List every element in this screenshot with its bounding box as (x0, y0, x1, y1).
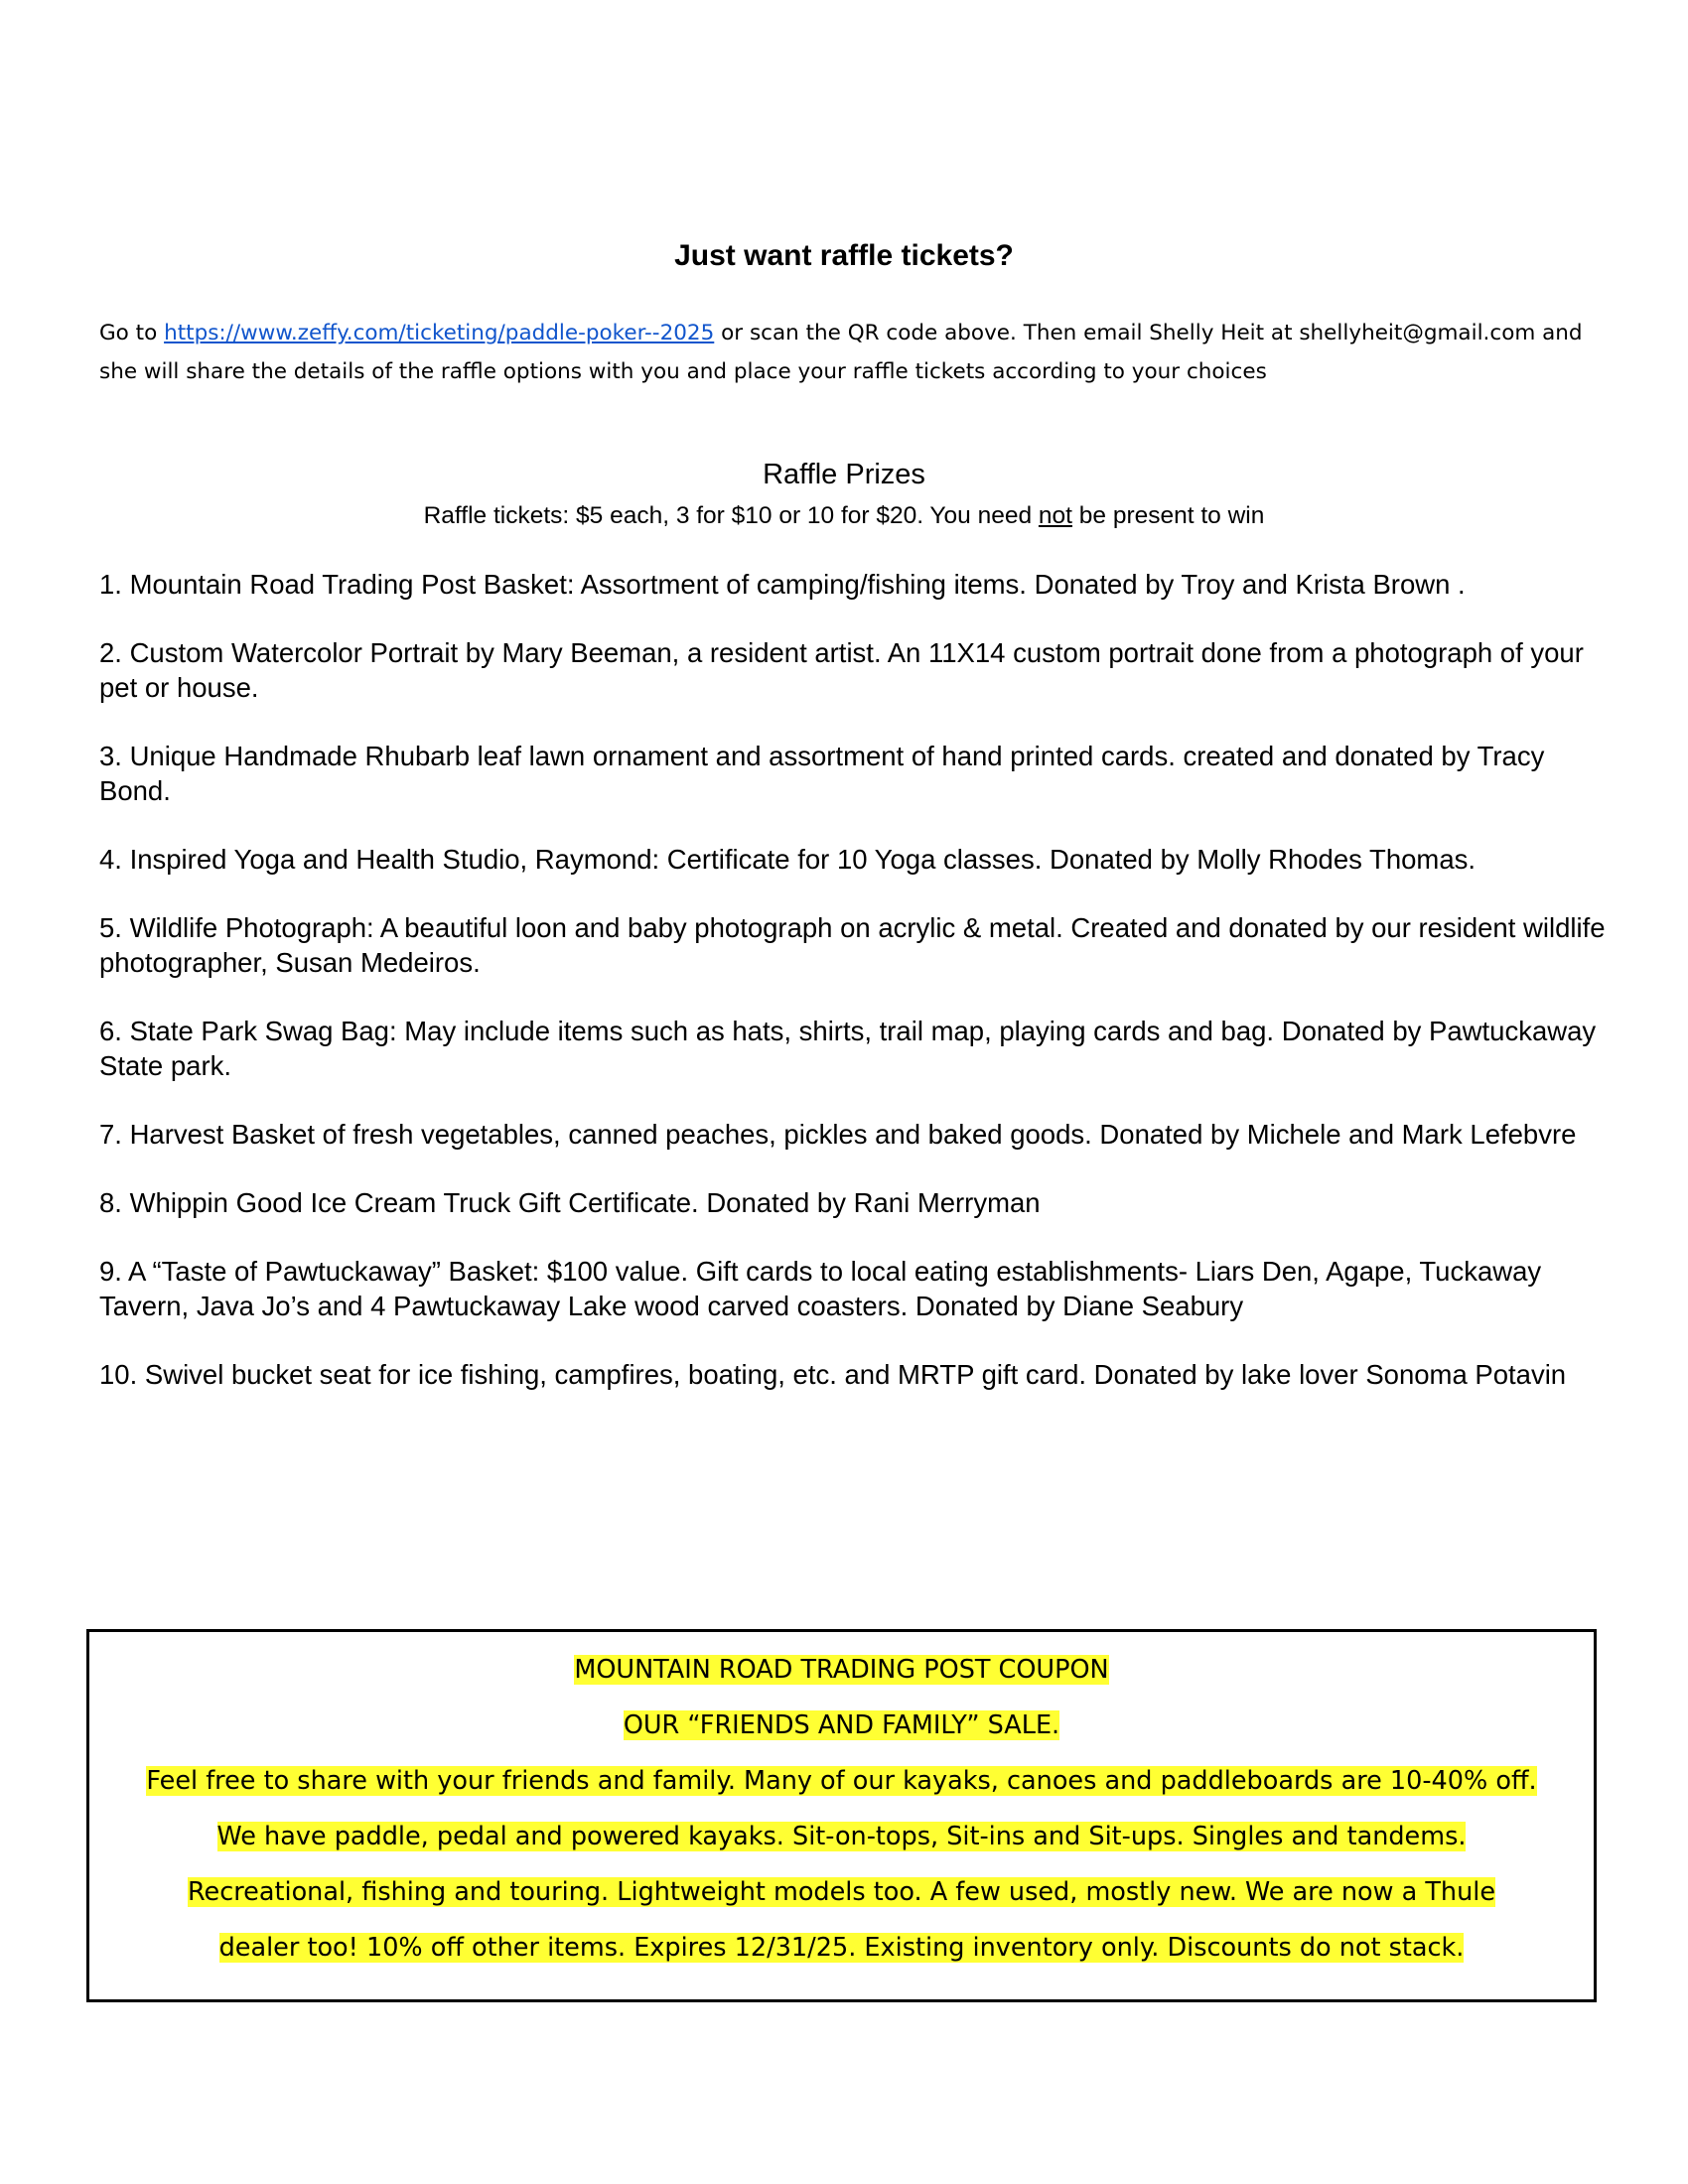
coupon-body-line (89, 1864, 1594, 1920)
page-heading: Just want raffle tickets? (674, 239, 1014, 272)
coupon-body-text: Recreational, fishing and touring. Lightweight models too. A few used, mostly new. We are now a Thule (187, 1877, 1496, 1907)
prize-item: 2. Custom Watercolor Portrait by Mary Beeman, a resident artist. An 11X14 custom portrait done from a photograph of your pet or house. (99, 637, 1584, 703)
prize-item: 5. Wildlife Photograph: A beautiful loon and baby photograph on acrylic & metal. Created and donated by our resident wildlife photographer, Susan Medeiros. (99, 912, 1606, 978)
prize-list (99, 567, 1609, 1426)
coupon-body-text: We have paddle, pedal and powered kayaks. Sit-on-tops, Sit-ins and Sit-ups. Singles and tandems. (216, 1822, 1467, 1851)
prize-item: 4. Inspired Yoga and Health Studio, Raymond: Certificate for 10 Yoga classes. Donated by Molly Rhodes Thomas. (99, 844, 1477, 875)
zeffy-ticketing-link[interactable]: https://www.zeffy.com/ticketing/paddle-poker--2025 (164, 321, 715, 345)
raffle-pricing-text: Raffle tickets: $5 each, 3 for $10 or 10 for $20. You need (423, 502, 1039, 529)
prize-item: 8. Whippin Good Ice Cream Truck Gift Certificate. Donated by Rani Merryman (99, 1187, 1041, 1218)
raffle-ticket-pricing (0, 498, 1688, 534)
prize-item: 6. State Park Swag Bag: May include items such as hats, shirts, trail map, playing cards and bag. Donated by Pawtuckaway State park. (99, 1016, 1597, 1081)
coupon-body-line (89, 1809, 1594, 1864)
coupon-body-line (89, 1920, 1594, 1976)
prize-item: 7. Harvest Basket of fresh vegetables, canned peaches, pickles and baked goods. Donated by Michele and Mark Lefebvre (99, 1119, 1577, 1150)
coupon-body-text: Feel free to share with your friends and family. Many of our kayaks, canoes and paddleboards are 10-40% off. (146, 1766, 1537, 1796)
prize-item: 9. A “Taste of Pawtuckaway” Basket: $100 value. Gift cards to local eating establishments- Liars Den, Agape, Tuckaway Tavern, Java Jo’s and 4 Pawtuckaway Lake wood carved coasters. Donated by Diane Seabury (99, 1256, 1542, 1321)
raffle-pricing-text-end: be present to win (1071, 502, 1265, 529)
raffle-pricing-emphasis: not (1038, 502, 1072, 529)
prize-item: 3. Unique Handmade Rhubarb leaf lawn ornament and assortment of hand printed cards. created and donated by Tracy Bond. (99, 741, 1545, 806)
coupon-body-line (89, 1753, 1594, 1809)
coupon-title: MOUNTAIN ROAD TRADING POST COUPON (574, 1655, 1109, 1685)
intro-suffix: or scan the QR code above. Then email Shelly Heit at shellyheit@gmail.com and she will share the details of the raffle options with you and place your raffle tickets according to your choices (99, 321, 1583, 384)
coupon-body-text: dealer too! 10% off other items. Expires 12/31/25. Existing inventory only. Discounts do not stack. (218, 1933, 1465, 1963)
prize-item: 10. Swivel bucket seat for ice fishing, campfires, boating, etc. and MRTP gift card. Donated by lake lover Sonoma Potavin (99, 1359, 1567, 1390)
coupon-subtitle: OUR “FRIENDS AND FAMILY” SALE. (623, 1710, 1060, 1740)
raffle-prizes-title: Raffle Prizes (763, 459, 925, 490)
coupon-subtitle-line (89, 1698, 1594, 1753)
coupon-title-line (89, 1642, 1594, 1698)
coupon-box (86, 1629, 1597, 2002)
prize-item: 1. Mountain Road Trading Post Basket: Assortment of camping/fishing items. Donated by Troy and Krista Brown . (99, 569, 1466, 600)
intro-prefix: Go to (99, 321, 165, 345)
intro-paragraph (99, 314, 1589, 391)
